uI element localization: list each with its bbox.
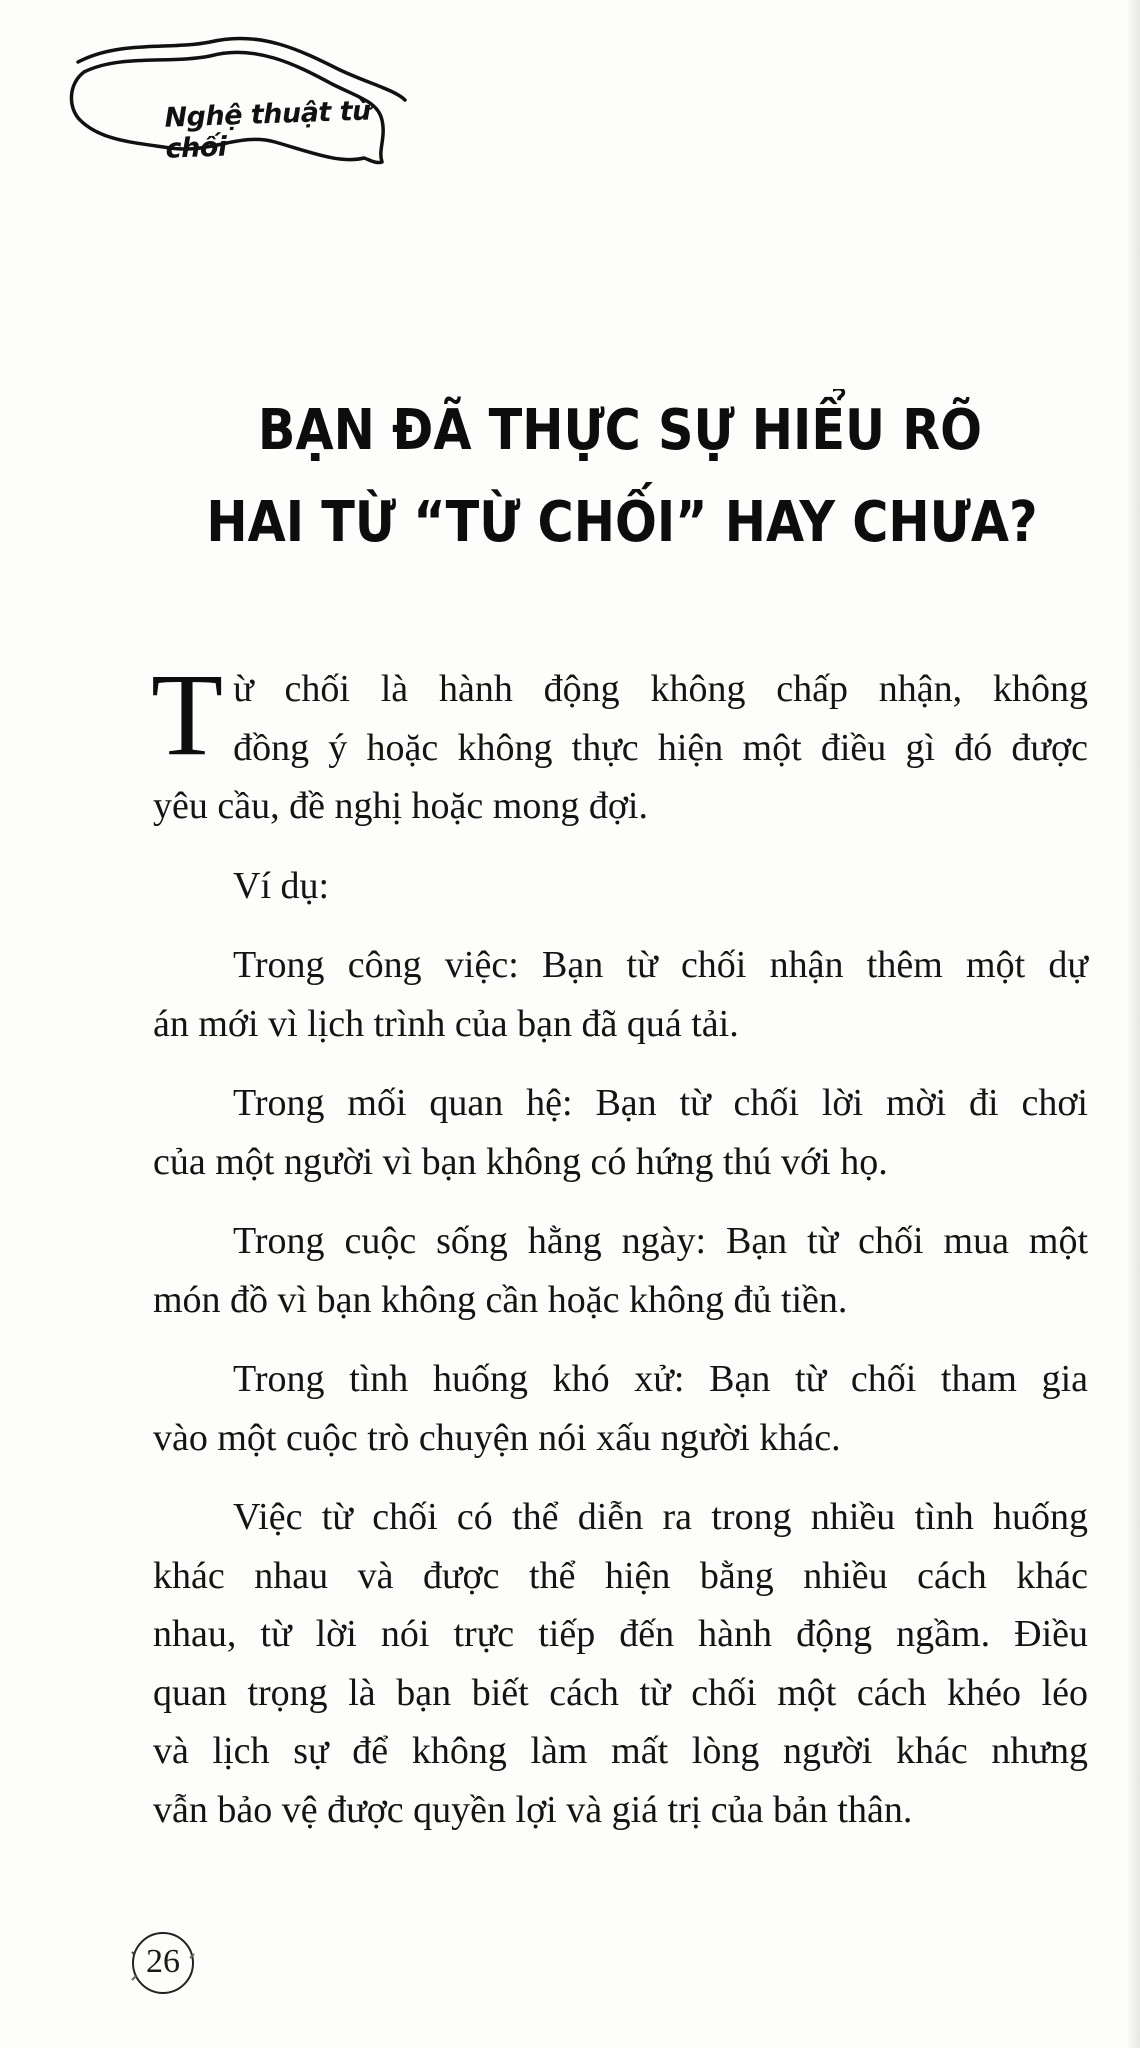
text-line: Trong mối quan hệ: Bạn từ chối lời mời đi chơi: [233, 1082, 1088, 1124]
text-line: ừ chối là hành động không chấp nhận, không: [233, 668, 1088, 710]
page-number-value: 26: [146, 1943, 180, 1980]
example-paragraph: [153, 936, 1088, 1053]
text-line: vẫn bảo vệ được quyền lợi và giá trị của bản thân.: [153, 1788, 913, 1831]
intro-paragraph: [151, 649, 1088, 836]
text-line: khác nhau và được thể hiện bằng nhiều cách khác: [153, 1554, 1088, 1597]
text-line: và lịch sự để không làm mất lòng người khác nhưng: [153, 1730, 1088, 1772]
running-header: [60, 20, 420, 180]
text-line: yêu cầu, đề nghị hoặc mong đợi.: [153, 785, 648, 827]
text-line: đồng ý hoặc không thực hiện một điều gì đó được: [233, 726, 1088, 769]
running-title: Nghệ thuật từ chối: [164, 95, 372, 165]
text-line: món đồ vì bạn không cần hoặc không đủ tiền.: [153, 1278, 848, 1321]
text-line: Trong tình huống khó xử: Bạn từ chối tham gia: [233, 1358, 1088, 1400]
chapter-title: [206, 385, 1038, 569]
text-line: Trong công việc: Bạn từ chối nhận thêm một dự: [233, 944, 1088, 986]
text-line: vào một cuộc trò chuyện nói xấu người khác.: [153, 1416, 841, 1459]
text-line: của một người vì bạn không có hứng thú với họ.: [153, 1140, 888, 1183]
chapter-title-line: HAI TỪ “TỪ CHỐI” HAY CHƯA?: [206, 490, 1038, 555]
example-paragraph: [153, 1212, 1088, 1329]
body-text: [151, 649, 1088, 1860]
example-paragraph: [153, 1074, 1088, 1191]
chapter-title-line: BẠN ĐÃ THỰC SỰ HIỂU RÕ: [257, 398, 983, 463]
conclusion-paragraph: [153, 1488, 1088, 1839]
example-label: Ví dụ:: [233, 864, 330, 907]
drop-cap: T: [151, 649, 224, 780]
example-paragraph: [153, 1350, 1088, 1467]
text-line: Việc từ chối có thể diễn ra trong nhiều tình huống: [233, 1496, 1088, 1538]
page-edge-shadow: [1126, 0, 1140, 2048]
page-number: [130, 1930, 196, 1996]
text-line: án mới vì lịch trình của bạn đã quá tải.: [153, 1002, 739, 1045]
text-line: nhau, từ lời nói trực tiếp đến hành động ngầm. Điều: [153, 1613, 1088, 1655]
text-line: quan trọng là bạn biết cách từ chối một cách khéo léo: [153, 1671, 1088, 1714]
text-line: Trong cuộc sống hằng ngày: Bạn từ chối mua một: [233, 1220, 1088, 1262]
